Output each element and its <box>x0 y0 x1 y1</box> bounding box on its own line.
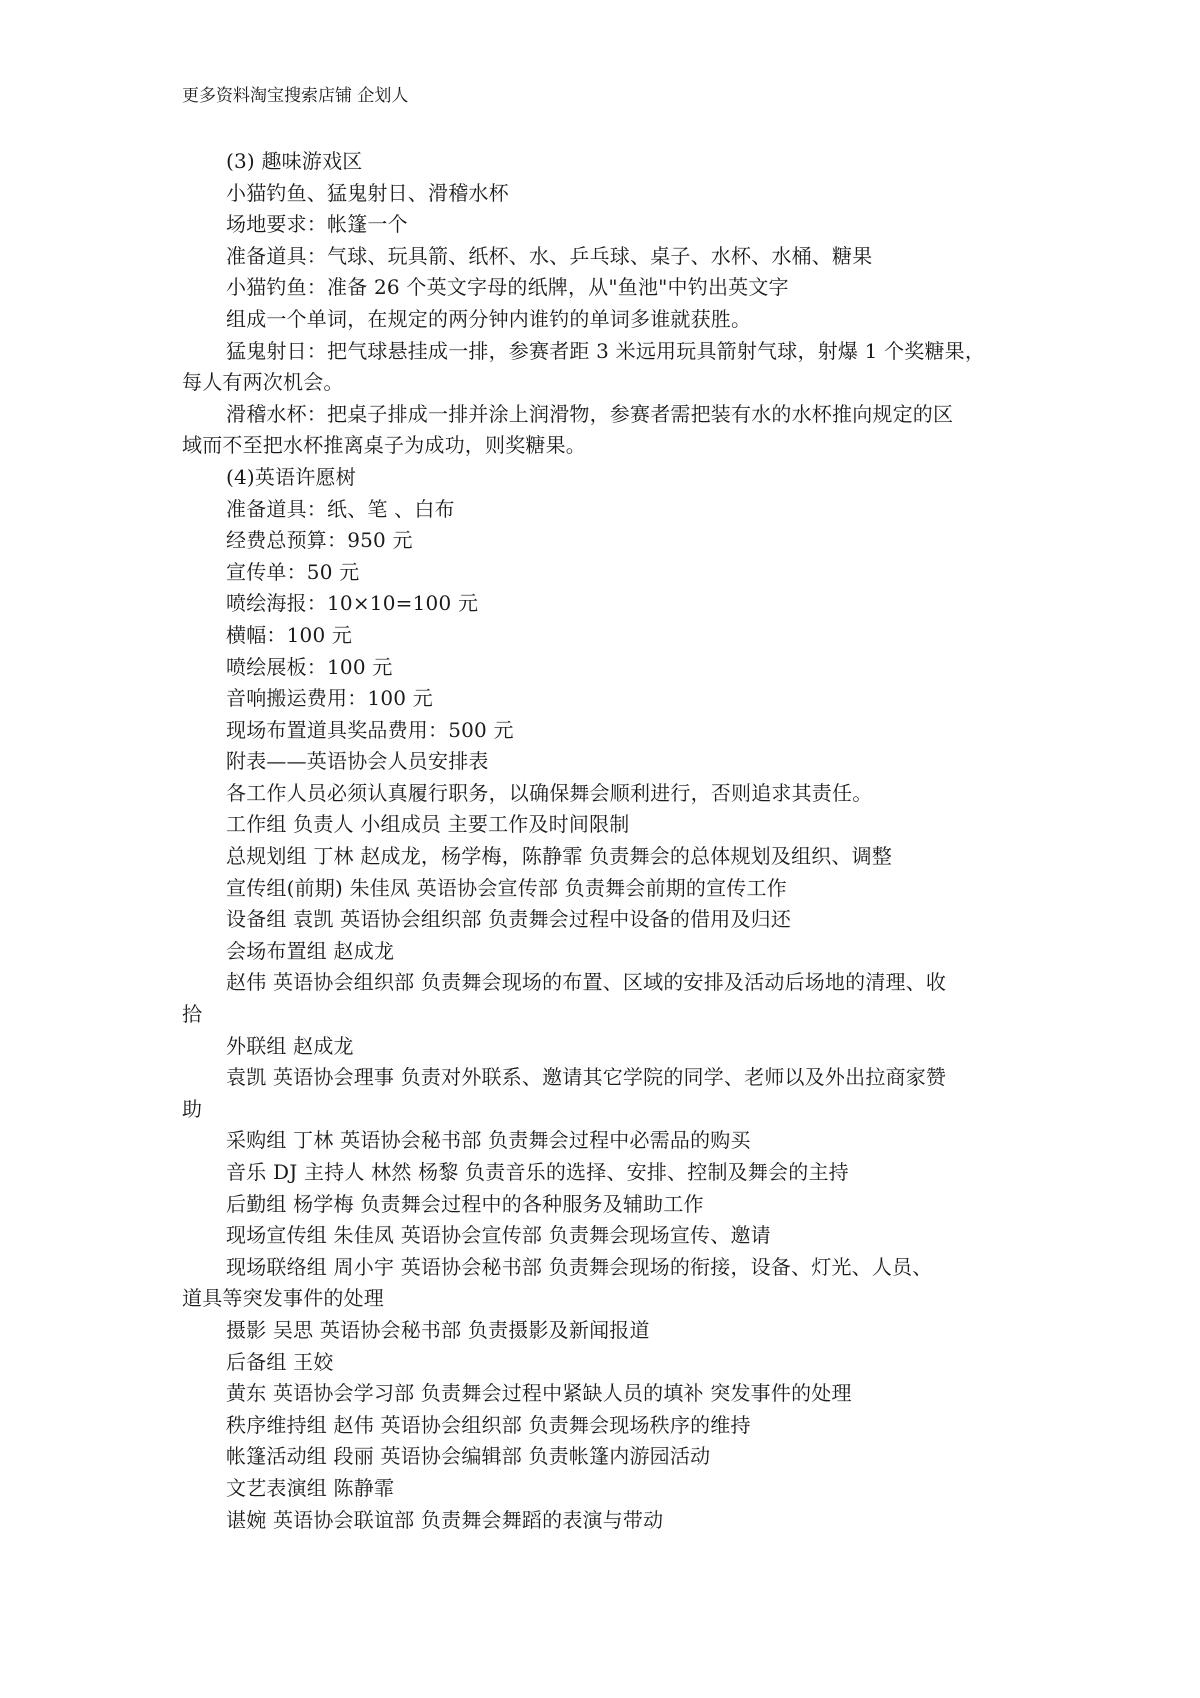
text-line: 总规划组 丁林 赵成龙，杨学梅，陈静霏 负责舞会的总体规划及组织、调整 <box>226 844 893 869</box>
text-line: 文艺表演组 陈静霏 <box>226 1475 395 1500</box>
text-line: 后勤组 杨学梅 负责舞会过程中的各种服务及辅助工作 <box>226 1191 704 1216</box>
text-line: 秩序维持组 赵伟 英语协会组织部 负责舞会现场秩序的维持 <box>226 1412 751 1437</box>
text-line: 谌婉 英语协会联谊部 负责舞会舞蹈的表演与带动 <box>226 1507 664 1532</box>
text-line: 现场布置道具奖品费用：500 元 <box>226 717 514 742</box>
page-header: 更多资料淘宝搜索店铺 企划人 <box>182 86 409 106</box>
text-line: 外联组 赵成龙 <box>226 1033 354 1058</box>
text-line: 摄影 吴思 英语协会秘书部 负责摄影及新闻报道 <box>226 1317 650 1342</box>
text-line: 准备道具：纸、笔 、白布 <box>226 496 455 521</box>
text-line: 音乐 DJ 主持人 林然 杨黎 负责音乐的选择、安排、控制及舞会的主持 <box>226 1160 849 1184</box>
text-line: 宣传单：50 元 <box>226 559 360 584</box>
document-body <box>182 146 1022 1536</box>
text-line: 设备组 袁凯 英语协会组织部 负责舞会过程中设备的借用及归还 <box>226 907 792 932</box>
text-line: 现场宣传组 朱佳凤 英语协会宣传部 负责舞会现场宣传、邀请 <box>226 1223 771 1248</box>
text-line: 赵伟 英语协会组织部 负责舞会现场的布置、区域的安排及活动后场地的清理、收 <box>226 970 947 995</box>
text-line: 经费总预算：950 元 <box>226 528 413 553</box>
text-line: (3) 趣味游戏区 <box>226 149 363 173</box>
text-line: (4)英语许愿树 <box>226 464 356 489</box>
text-line: 猛鬼射日：把气球悬挂成一排，参赛者距 3 米远用玩具箭射气球，射爆 1 个奖糖果， <box>226 338 986 363</box>
text-line: 帐篷活动组 段丽 英语协会编辑部 负责帐篷内游园活动 <box>226 1444 711 1469</box>
text-line: 域而不至把水杯推离桌子为成功，则奖糖果。 <box>182 433 586 458</box>
text-line: 工作组 负责人 小组成员 主要工作及时间限制 <box>226 812 630 837</box>
text-line: 每人有两次机会。 <box>182 370 344 395</box>
text-line: 喷绘海报：10×10=100 元 <box>226 591 479 616</box>
text-line: 会场布置组 赵成龙 <box>226 938 395 963</box>
text-line: 后备组 王姣 <box>226 1349 334 1374</box>
text-line: 袁凯 英语协会理事 负责对外联系、邀请其它学院的同学、老师以及外出拉商家赞 <box>226 1065 947 1090</box>
text-line: 助 <box>182 1096 203 1121</box>
text-line: 滑稽水杯：把桌子排成一排并涂上润滑物，参赛者需把装有水的水杯推向规定的区 <box>226 401 954 426</box>
text-line: 横幅：100 元 <box>226 622 353 647</box>
text-line: 喷绘展板：100 元 <box>226 654 393 679</box>
text-line: 道具等突发事件的处理 <box>182 1286 384 1311</box>
text-line: 场地要求：帐篷一个 <box>226 212 408 237</box>
text-line: 附表——英语协会人员安排表 <box>226 749 489 774</box>
text-line: 组成一个单词，在规定的两分钟内谁钓的单词多谁就获胜。 <box>226 306 752 331</box>
text-line: 现场联络组 周小宇 英语协会秘书部 负责舞会现场的衔接，设备、灯光、人员、 <box>226 1254 933 1279</box>
text-line: 宣传组(前期) 朱佳凤 英语协会宣传部 负责舞会前期的宣传工作 <box>226 875 787 900</box>
text-line: 音响搬运费用：100 元 <box>226 686 433 711</box>
text-line: 准备道具：气球、玩具箭、纸杯、水、乒乓球、桌子、水杯、水桶、糖果 <box>226 243 873 268</box>
text-line: 小猫钓鱼：准备 26 个英文字母的纸牌，从"鱼池"中钓出英文字 <box>226 275 789 300</box>
text-line: 拾 <box>182 1002 203 1027</box>
text-line: 黄东 英语协会学习部 负责舞会过程中紧缺人员的填补 突发事件的处理 <box>226 1381 852 1406</box>
text-line: 采购组 丁林 英语协会秘书部 负责舞会过程中必需品的购买 <box>226 1128 751 1153</box>
text-line: 各工作人员必须认真履行职务，以确保舞会顺利进行，否则追求其责任。 <box>226 780 873 805</box>
text-line: 小猫钓鱼、猛鬼射日、滑稽水杯 <box>226 180 509 205</box>
